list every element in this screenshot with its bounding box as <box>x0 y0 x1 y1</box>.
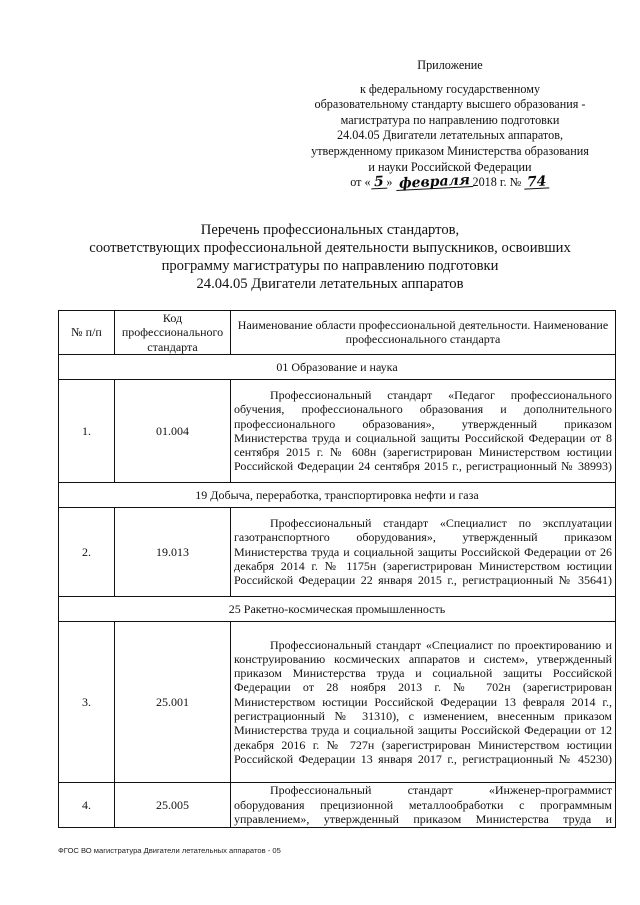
year-text: 2018 г. № <box>472 175 522 190</box>
group-title: 25 Ракетно-космическая промышленность <box>59 596 616 621</box>
group-title: 19 Добыча, переработка, транспортировка нефти и газа <box>59 482 616 507</box>
appendix-block <box>290 58 610 191</box>
row-num: 4. <box>59 782 115 827</box>
row-num: 2. <box>59 507 115 596</box>
title-line: Перечень профессиональных стандартов, <box>200 222 460 238</box>
row-text-content: Профессиональный стандарт «Педагог профессионального обучения, профессионального образования и дополнительного профессионального образования», утвержденный приказом Министерства труда и социальной защиты Российской Федерации от 8 сентября 2015 г. № 608н (зарегистрирован Министерством юстиции Российской Федерации 24 сентября 2015 г., регистрационный № 38993) <box>234 388 612 474</box>
handwritten-day: 5 <box>370 176 386 190</box>
group-row <box>59 596 616 621</box>
date-mid: » <box>386 175 393 190</box>
row-code: 25.005 <box>115 782 231 827</box>
table-row <box>59 507 616 596</box>
row-num: 3. <box>59 621 115 782</box>
row-text <box>231 782 616 827</box>
appendix-line: и науки Российской Федерации <box>368 159 532 174</box>
appendix-line: 24.04.05 Двигатели летательных аппаратов, <box>336 128 563 143</box>
table-header-row <box>59 311 616 355</box>
handwritten-month: февраля <box>395 174 473 191</box>
group-row <box>59 482 616 507</box>
row-code: 25.001 <box>115 621 231 782</box>
title-line: 24.04.05 Двигатели летательных аппаратов <box>196 276 464 292</box>
header-num: № п/п <box>59 311 115 355</box>
appendix-line: к федеральному государственному <box>359 81 541 96</box>
group-row <box>59 354 616 379</box>
handwritten-order-number: 74 <box>524 175 550 189</box>
appendix-label: Приложение <box>417 58 483 72</box>
page-footer: ФГОС ВО магистратура Двигатели летательных аппаратов - 05 <box>58 846 281 855</box>
row-text <box>231 621 616 782</box>
row-text-content: Профессиональный стандарт «Специалист по проектированию и конструированию космических аппаратов и систем», утвержденный приказом Министерства труда и социальной защиты Российской Федерации от 28 ноября 2013 г. № 702н (зарегистрирован Министерством юстиции Российской Федерации 13 февраля 2014 г., регистрационный № 31310), с изменением, внесенным приказом Министерства труда и социальной защиты Российской Федерации от 12 декабря 2016 г. № 727н (зарегистрирован Министерством юстиции Российской Федерации 13 января 2017 г., регистрационный № 45230) <box>234 637 612 766</box>
date-prefix: от « <box>350 175 371 190</box>
row-text-content: Профессиональный стандарт «Специалист по эксплуатации газотранспортного оборудования», утвержденный приказом Министерства труда и социальной защиты Российской Федерации от 26 декабря 2014 г. № 1175н (зарегистрирован Министерством юстиции Российской Федерации 22 января 2015 г., регистрационный № 35641) <box>234 516 612 588</box>
appendix-line: магистратура по направлению подготовки <box>340 112 560 127</box>
table-row <box>59 379 616 482</box>
row-code: 01.004 <box>115 379 231 482</box>
title-line: программу магистратуры по направлению подготовки <box>161 258 499 274</box>
appendix-line: утвержденному приказом Министерства образования <box>311 143 589 158</box>
standards-table <box>58 310 616 828</box>
row-num: 1. <box>59 379 115 482</box>
order-date-line <box>290 172 610 193</box>
header-code: Код профессионального стандарта <box>115 311 231 355</box>
header-name: Наименование области профессиональной деятельности. Наименование профессионального стандарта <box>231 311 616 355</box>
title-line: соответствующих профессиональной деятельности выпускников, освоивших <box>89 240 571 256</box>
group-title: 01 Образование и наука <box>59 354 616 379</box>
table-row <box>59 782 616 827</box>
row-text <box>231 379 616 482</box>
row-text <box>231 507 616 596</box>
document-title <box>60 221 600 293</box>
row-code: 19.013 <box>115 507 231 596</box>
table-row <box>59 621 616 782</box>
appendix-line: образовательному стандарту высшего образования - <box>314 97 586 112</box>
row-text-content: Профессиональный стандарт «Инженер-программист оборудования прецизионной металлообработки с программным управлением», утвержденный приказом Министерства труда и <box>234 783 612 827</box>
